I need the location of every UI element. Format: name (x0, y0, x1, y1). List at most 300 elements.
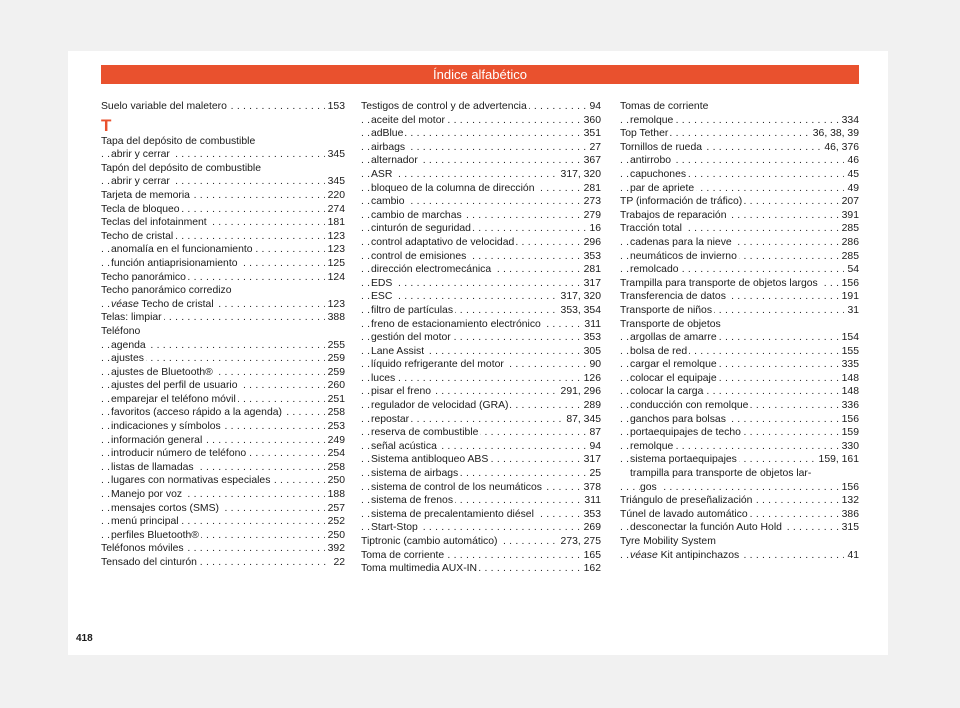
index-entry-label: Tiptronic (cambio automático) (361, 536, 498, 547)
index-entry-label: Tracción total (620, 223, 682, 235)
index-column-1 (101, 100, 345, 570)
index-entry (361, 222, 601, 236)
index-entry-label: ganchos para bolsas (630, 413, 726, 425)
index-entry-label: Suelo variable del maletero (101, 101, 227, 112)
index-entry-label: indicaciones y símbolos (111, 421, 221, 433)
index-entry-page: 90 (586, 358, 601, 372)
index-entry-page: 148 (839, 385, 859, 399)
index-entry-page: 162 (581, 562, 601, 576)
index-entry-label: filtro de partículas (371, 304, 454, 316)
index-entry-page: 274 (325, 203, 345, 217)
index-entry-page: 27 (586, 141, 601, 155)
index-entry (361, 372, 601, 386)
index-entry-label: EDS (371, 277, 393, 289)
index-entry-page: 305 (581, 345, 601, 359)
index-entry-page: 360 (581, 114, 601, 128)
index-entry-label: repostar (371, 413, 410, 425)
index-entry-page: 250 (325, 529, 345, 543)
index-entry-page: 386 (839, 508, 859, 522)
index-entry-label: freno de estacionamiento electrónico (371, 318, 541, 330)
index-entry-label: Teclas del infotainment (101, 217, 207, 229)
index-entry-page: 259 (325, 352, 345, 366)
index-entry (361, 250, 601, 264)
index-entry (101, 339, 345, 353)
index-entry (361, 562, 601, 576)
index-entry (620, 413, 859, 427)
see-reference: véase (630, 549, 658, 561)
index-entry-label: perfiles Bluetooth® (111, 529, 199, 541)
index-entry-label: líquido refrigerante del motor (371, 359, 504, 371)
index-entry-label: sistema de airbags (371, 468, 459, 480)
see-reference: véase (111, 298, 139, 310)
index-entry-label: Triángulo de preseñalización (620, 495, 753, 507)
index-entry (361, 535, 601, 549)
index-entry (361, 494, 601, 508)
index-entry-page: 336 (839, 399, 859, 413)
index-entry (620, 182, 859, 196)
index-entry-label: Manejo por voz (111, 489, 183, 501)
index-entry-label: cinturón de seguridad (371, 223, 471, 235)
index-entry (101, 420, 345, 434)
index-entry-label: gestión del motor (371, 332, 451, 344)
index-entry-label: ESC (371, 291, 393, 303)
index-entry-page: 281 (581, 182, 601, 196)
index-entry-label: menú principal (111, 516, 179, 528)
index-entry (361, 304, 601, 318)
index-entry-page: 296 (581, 236, 601, 250)
index-entry-page: 191 (839, 290, 859, 304)
index-entry-label: neumáticos de invierno (630, 250, 737, 262)
index-entry (361, 331, 601, 345)
index-entry-label: regulador de velocidad (GRA) (371, 400, 509, 412)
index-entry-page: 311 (581, 318, 601, 332)
index-entry (101, 100, 345, 114)
index-entry-page: 258 (325, 406, 345, 420)
index-entry-page: 94 (586, 100, 601, 114)
index-entry (620, 345, 859, 359)
page-title: Índice alfabético (433, 67, 527, 82)
index-entry-label: señal acústica (371, 440, 437, 452)
index-entry-page: 16 (586, 222, 601, 236)
index-letter-heading: T (101, 115, 112, 135)
index-entry (620, 535, 859, 549)
index-entry (361, 481, 601, 495)
index-entry (101, 352, 345, 366)
index-entry-page: 126 (581, 372, 601, 386)
index-entry-label: sistema de control de los neumáticos (371, 481, 542, 493)
index-entry (101, 203, 345, 217)
index-entry (101, 325, 345, 339)
index-entry-page: 31 (844, 304, 859, 318)
index-entry-label: control de emisiones (371, 250, 467, 262)
index-entry (620, 263, 859, 277)
index-entry (101, 447, 345, 461)
index-entry-label: Teléfonos móviles (101, 543, 184, 555)
index-entry-page: 315 (839, 521, 859, 535)
index-entry-label: información general (111, 434, 203, 446)
index-entry (620, 385, 859, 399)
index-entry-page: 159 (839, 426, 859, 440)
index-entry-label: anomalía en el funcionamiento (111, 244, 253, 256)
index-entry-label: conducción con remolque (630, 400, 749, 412)
index-entry (620, 127, 859, 141)
index-entry-page: 353 (581, 508, 601, 522)
index-entry (620, 168, 859, 182)
index-entry (101, 474, 345, 488)
index-entry (101, 298, 345, 312)
index-entry-page: 388 (325, 311, 345, 325)
index-entry (101, 216, 345, 230)
index-entry (620, 236, 859, 250)
index-entry-label: sistema de frenos (371, 495, 454, 507)
index-entry (361, 426, 601, 440)
index-entry-page: 46 (844, 154, 859, 168)
index-entry (101, 257, 345, 271)
index-entry-page: 148 (839, 372, 859, 386)
index-entry-label: Tapón del depósito de combustible (101, 162, 262, 174)
index-entry-page: 49 (844, 182, 859, 196)
index-entry-label: control adaptativo de velocidad (371, 236, 515, 248)
index-entry (620, 521, 859, 535)
index-entry-page: 253 (325, 420, 345, 434)
index-entry-label: Trampilla para transporte de objetos largos (620, 277, 818, 289)
index-entry-label: adBlue (371, 128, 404, 140)
index-entry-label: ajustes (111, 353, 144, 365)
index-entry-page: 46, 376 (821, 141, 859, 155)
index-entry (101, 271, 345, 285)
index-entry (620, 100, 859, 114)
index-entry (361, 182, 601, 196)
index-entry (620, 549, 859, 563)
index-entry (620, 481, 859, 495)
index-entry-page: 250 (325, 474, 345, 488)
index-entry-page: 124 (325, 271, 345, 285)
index-entry-label: Start-Stop (371, 522, 418, 534)
index-entry-label: Transporte de niños (620, 304, 713, 316)
index-entry-page: 123 (325, 230, 345, 244)
index-entry-page: 181 (325, 216, 345, 230)
index-entry-label: Tapa del depósito de combustible (101, 135, 256, 147)
index-entry-page: 132 (839, 494, 859, 508)
index-entry-label: reserva de combustible (371, 427, 479, 439)
index-entry-page: 317, 320 (558, 290, 601, 304)
index-entry-label: Techo panorámico corredizo (101, 285, 232, 297)
index-entry-page: 330 (839, 440, 859, 454)
index-entry-page: 353, 354 (558, 304, 601, 318)
index-entry (361, 549, 601, 563)
index-entry (620, 508, 859, 522)
index-entry-label: lugares con normativas especiales (111, 475, 271, 487)
index-entry-label: cambio de marchas (371, 209, 462, 221)
index-entry (361, 127, 601, 141)
index-entry (361, 277, 601, 291)
index-entry-page: 334 (839, 114, 859, 128)
index-entry-page: 258 (325, 461, 345, 475)
index-entry-label: pisar el freno (371, 386, 432, 398)
index-entry-page: 273, 275 (558, 535, 601, 549)
index-entry-page: 285 (839, 222, 859, 236)
index-entry (101, 502, 345, 516)
index-entry-label: Tornillos de rueda (620, 141, 703, 153)
index-entry-page: 367 (581, 154, 601, 168)
index-entry (620, 141, 859, 155)
index-entry-page: 353 (581, 331, 601, 345)
index-entry (620, 494, 859, 508)
index-entry (361, 114, 601, 128)
index-entry-label: ASR (371, 168, 393, 180)
index-entry-page: 335 (839, 358, 859, 372)
see-target: Techo de cristal (138, 298, 214, 310)
index-entry-label: cadenas para la nieve (630, 236, 732, 248)
index-entry (620, 372, 859, 386)
index-entry-label: bloqueo de la columna de dirección (371, 182, 535, 194)
index-entry-label: desconectar la función Auto Hold (630, 522, 782, 534)
index-entry-page: 254 (325, 447, 345, 461)
index-entry-page: 87, 345 (563, 413, 601, 427)
index-entry (361, 521, 601, 535)
index-entry (101, 434, 345, 448)
index-entry (101, 189, 345, 203)
index-entry-label: Tomas de corriente (620, 101, 709, 112)
index-entry-page: 259 (325, 366, 345, 380)
index-entry-page: 156 (839, 277, 859, 291)
index-entry-label: Techo de cristal (101, 230, 174, 242)
index-entry (620, 426, 859, 440)
index-entry (101, 148, 345, 162)
index-entry-page: 378 (581, 481, 601, 495)
index-entry (361, 440, 601, 454)
index-entry-label: favoritos (acceso rápido a la agenda) (111, 407, 282, 419)
index-entry-label: capuchones (630, 168, 687, 180)
index-entry-page: 154 (839, 331, 859, 345)
index-entry (620, 440, 859, 454)
index-entry (620, 318, 859, 332)
index-entry-label: ajustes del perfil de usuario (111, 380, 238, 392)
index-entry (361, 209, 601, 223)
index-entry (620, 277, 859, 291)
index-entry-page: 156 (839, 481, 859, 495)
index-entry (620, 154, 859, 168)
index-entry-label: Telas: limpiar (101, 312, 162, 324)
index-entry-page: 251 (325, 393, 345, 407)
index-entry-label: Lane Assist (371, 345, 425, 357)
index-entry-label: Testigos de control y de advertencia (361, 101, 527, 112)
index-entry-page: 345 (325, 148, 345, 162)
see-target: Kit antipinchazos (657, 549, 740, 561)
index-entry-page: 269 (581, 521, 601, 535)
index-entry (101, 135, 345, 149)
index-entry-label: Techo panorámico (101, 271, 186, 283)
index-entry (361, 236, 601, 250)
index-entry-page: 220 (325, 189, 345, 203)
index-entry-label: agenda (111, 339, 146, 351)
index-entry (361, 318, 601, 332)
index-entry (101, 515, 345, 529)
index-column-3 (620, 100, 859, 562)
index-entry-page: 317 (581, 453, 601, 467)
index-entry-label: TP (información de tráfico) (620, 196, 743, 208)
index-entry-label: Trabajos de reparación (620, 209, 727, 221)
index-entry (361, 399, 601, 413)
index-entry-page: 392 (325, 542, 345, 556)
index-entry-label: colocar la carga (630, 386, 704, 398)
index-entry-page: 41 (844, 549, 859, 563)
index-entry-page: 207 (839, 195, 859, 209)
index-entry-page: 317 (581, 277, 601, 291)
index-entry (620, 467, 859, 481)
index-entry-page: 156 (839, 413, 859, 427)
index-entry (361, 195, 601, 209)
index-entry-label: introducir número de teléfono (111, 448, 247, 460)
index-entry-label: colocar el equipaje (630, 372, 717, 384)
index-entry-label: antirrobo (630, 155, 672, 167)
index-entry (361, 467, 601, 481)
index-entry-page: 353 (581, 250, 601, 264)
index-entry-page: 123 (325, 298, 345, 312)
index-entry-label: portaequipajes de techo (630, 427, 741, 439)
index-entry-page: 345 (325, 175, 345, 189)
index-entry-label: abrir y cerrar (111, 176, 170, 188)
index-entry-page: 25 (586, 467, 601, 481)
index-entry (620, 222, 859, 236)
index-entry-page: 94 (586, 440, 601, 454)
index-entry-label: Toma multimedia AUX-IN (361, 563, 478, 575)
index-entry-label: remolque (630, 440, 674, 452)
index-entry (101, 488, 345, 502)
index-entry-label: gos (640, 481, 657, 493)
index-entry-page: 159, 161 (816, 453, 859, 467)
index-entry-page: 351 (581, 127, 601, 141)
page-number: 418 (76, 633, 93, 644)
index-entry (620, 358, 859, 372)
index-entry (620, 195, 859, 209)
index-entry (620, 209, 859, 223)
section-header (101, 65, 859, 84)
index-entry-page: 260 (325, 379, 345, 393)
index-entry (101, 230, 345, 244)
index-entry-page: 286 (839, 236, 859, 250)
index-entry-label: luces (371, 372, 396, 384)
index-entry-label: Transporte de objetos (620, 318, 721, 330)
index-entry (101, 529, 345, 543)
index-entry (101, 542, 345, 556)
index-entry-page: 188 (325, 488, 345, 502)
index-entry-label: remolcado (630, 264, 679, 276)
index-entry (101, 393, 345, 407)
index-entry-page: 22 (330, 556, 345, 570)
index-entry (361, 168, 601, 182)
index-entry (101, 175, 345, 189)
index-entry-page: 289 (581, 399, 601, 413)
index-entry-label: listas de llamadas (111, 461, 194, 473)
index-entry-label: Túnel de lavado automático (620, 508, 748, 520)
index-entry-page: 391 (839, 209, 859, 223)
index-entry-label: cargar el remolque (630, 359, 717, 371)
index-entry-page: 155 (839, 345, 859, 359)
index-entry-label: Tyre Mobility System (620, 536, 716, 547)
index-entry-page: 36, 38, 39 (810, 127, 859, 141)
index-entry (361, 413, 601, 427)
index-column-2 (361, 100, 601, 576)
index-entry (620, 290, 859, 304)
index-entry-label: Transferencia de datos (620, 291, 726, 303)
index-entry-page: 252 (325, 515, 345, 529)
index-entry (101, 284, 345, 298)
index-entry-page: 249 (325, 434, 345, 448)
index-entry-page: 257 (325, 502, 345, 516)
index-entry-label: remolque (630, 114, 674, 126)
index-entry-page: 317, 320 (558, 168, 601, 182)
index-entry (361, 453, 601, 467)
index-entry (361, 141, 601, 155)
index-entry (620, 453, 859, 467)
index-entry-label: abrir y cerrar (111, 149, 170, 161)
index-entry (101, 162, 345, 176)
index-entry-label: Tecla de bloqueo (101, 203, 180, 215)
index-entry-page: 45 (844, 168, 859, 182)
index-entry-label: ajustes de Bluetooth® (111, 366, 213, 378)
index-entry (361, 100, 601, 114)
index-entry (361, 385, 601, 399)
index-entry-page: 165 (581, 549, 601, 563)
index-entry (620, 331, 859, 345)
index-entry (101, 406, 345, 420)
index-entry (620, 304, 859, 318)
index-entry-label: alternador (371, 155, 418, 167)
index-entry-page: 87 (586, 426, 601, 440)
index-entry (620, 399, 859, 413)
index-entry-page: 281 (581, 263, 601, 277)
index-entry (101, 311, 345, 325)
index-entry-label: bolsa de red (630, 345, 688, 357)
index-entry-page: 273 (581, 195, 601, 209)
index-entry-label: Teléfono (101, 325, 141, 337)
index-entry (101, 461, 345, 475)
index-entry-label: sistema portaequipajes (630, 454, 737, 466)
index-entry (361, 290, 601, 304)
index-entry-label: trampilla para transporte de objetos lar- (630, 468, 812, 480)
index-entry-label: argollas de amarre (630, 332, 717, 344)
index-entry-page: 54 (844, 263, 859, 277)
index-entry (361, 263, 601, 277)
index-entry-page: 311 (581, 494, 601, 508)
index-entry (361, 345, 601, 359)
index-entry-label: aceite del motor (371, 114, 445, 126)
index-entry-label: Tensado del cinturón (101, 557, 197, 568)
index-entry (101, 243, 345, 257)
index-entry-label (630, 550, 741, 561)
index-entry-label: dirección electromecánica (371, 264, 492, 276)
index-entry (361, 508, 601, 522)
index-entry-label: mensajes cortos (SMS) (111, 502, 219, 514)
index-entry-page: 285 (839, 250, 859, 264)
index-entry-label: par de apriete (630, 182, 695, 194)
index-entry (620, 250, 859, 264)
index-entry-page: 291, 296 (558, 385, 601, 399)
index-entry-label: Top Tether (620, 128, 669, 140)
index-entry-label: Sistema antibloqueo ABS (371, 454, 489, 466)
index-entry (620, 114, 859, 128)
index-entry-page: 255 (325, 339, 345, 353)
index-entry (101, 379, 345, 393)
index-entry-page: 123 (325, 243, 345, 257)
index-entry-page: 279 (581, 209, 601, 223)
index-entry-page: 153 (325, 100, 345, 114)
index-entry-label: Toma de corriente (361, 549, 445, 561)
index-entry-label: sistema de precalentamiento diésel (371, 508, 534, 520)
index-entry-label: función antiaprisionamiento (111, 257, 238, 269)
index-entry-label: airbags (371, 141, 406, 153)
